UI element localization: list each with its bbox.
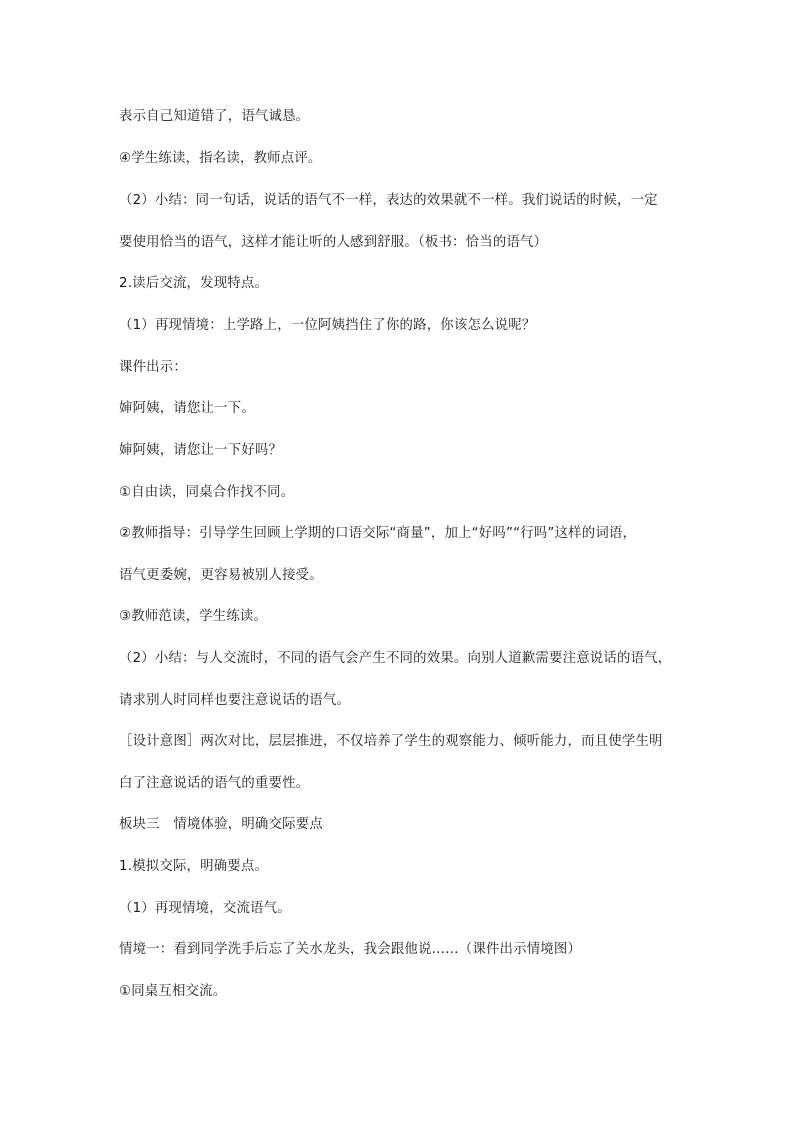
text-line: 2.读后交流，发现特点。 — [119, 276, 269, 291]
text-line: 表示自己知道错了，语气诚恳。 — [119, 109, 310, 124]
section-heading: 板块三 情境体验，明确交际要点 — [119, 817, 323, 832]
text-line: 语气更委婉，更容易被别人接受。 — [119, 568, 323, 583]
text-line: 课件出示： — [119, 360, 187, 375]
text-line: （1）再现情境，交流语气。 — [119, 901, 291, 916]
text-line: （2）小结：与人交流时，不同的语气会产生不同的效果。向别人道歉需要注意说话的语气， — [119, 651, 672, 666]
text-line: （1）再现情境：上学路上，一位阿姨挡住了你的路，你该怎么说呢？ — [119, 318, 536, 333]
text-line: ［设计意图］两次对比，层层推进，不仅培养了学生的观察能力、倾听能力，而且使学生明 — [119, 734, 663, 749]
text-line: ④学生练读，指名读，教师点评。 — [119, 151, 322, 166]
text-line: 请求别人时同样也要注意说话的语气。 — [119, 693, 351, 708]
text-line: ①自由读，同桌合作找不同。 — [119, 485, 295, 500]
text-line: 1.模拟交际，明确要点。 — [119, 859, 269, 874]
text-line: ②教师指导：引导学生回顾上学期的口语交际“商量”，加上“好吗”“行吗”这样的词语， — [119, 526, 637, 541]
text-line: 白了注意说话的语气的重要性。 — [119, 776, 310, 791]
text-line: ③教师范读，学生练读。 — [119, 609, 268, 624]
text-line: （2）小结：同一句话，说话的语气不一样，表达的效果就不一样。我们说话的时候，一定 — [119, 193, 658, 208]
text-line: 情境一：看到同学洗手后忘了关水龙头，我会跟他说……（课件出示情境图） — [119, 942, 582, 957]
text-line: ①同桌互相交流。 — [119, 984, 227, 999]
text-line: 婶阿姨，请您让一下。 — [119, 401, 255, 416]
text-line: 婶阿姨，请您让一下好吗？ — [119, 443, 283, 458]
text-line: 要使用恰当的语气，这样才能让听的人感到舒服。（板书：恰当的语气） — [119, 235, 548, 250]
